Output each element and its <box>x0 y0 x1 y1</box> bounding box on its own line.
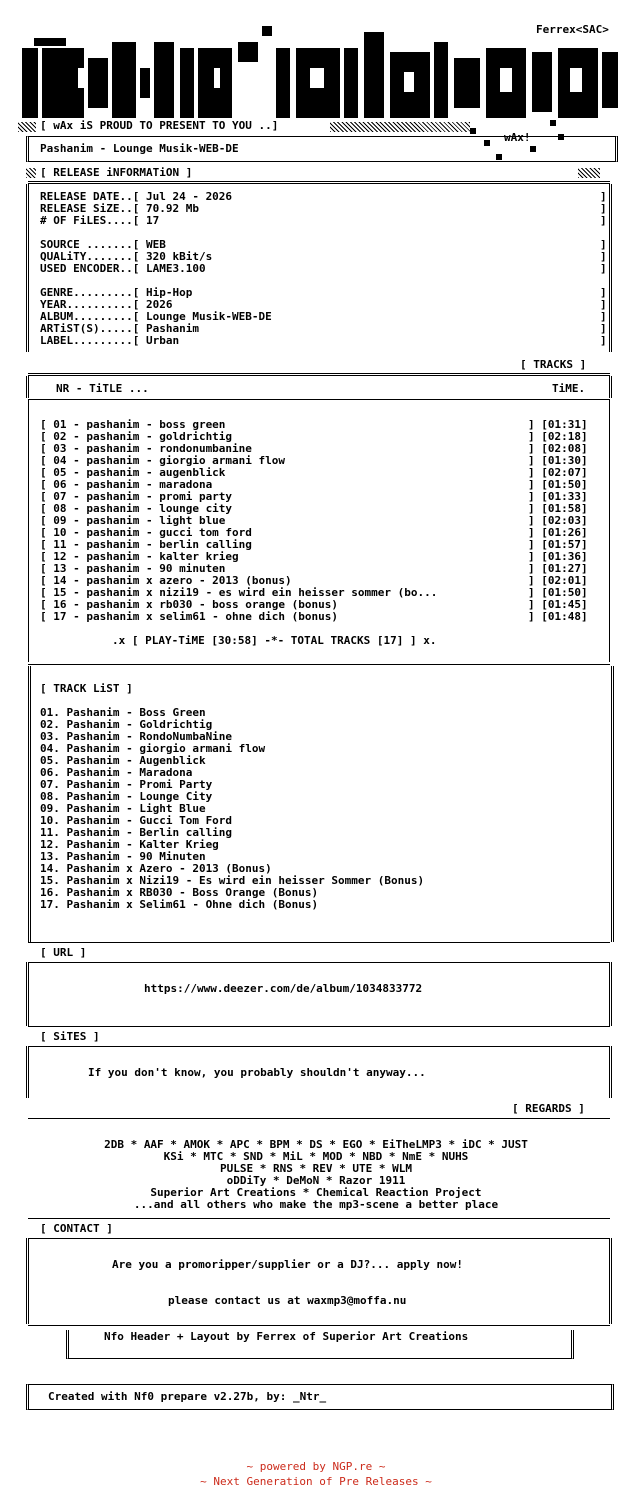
divider <box>28 664 610 665</box>
track-time: ] [01:36] <box>528 550 588 563</box>
release-info-line: RELEASE SiZE..[ 70.92 Mb ] <box>40 202 607 215</box>
tracklist-item: 15. Pashanim x Nizi19 - Es wird ein heisser Sommer (Bonus) <box>40 874 425 887</box>
track-title: [ 07 - pashanim - promi party <box>40 490 233 503</box>
track-time: ] [02:07] <box>528 466 588 479</box>
tracklist-title: [ TRACK LiST ] <box>40 682 133 695</box>
release-info-line: # OF FiLES....[ 17 ] <box>40 214 607 227</box>
release-info-line: LABEL.........[ Urban ] <box>40 334 607 347</box>
tracklist-item: 13. Pashanim - 90 Minuten <box>40 850 206 863</box>
tracklist-item: 07. Pashanim - Promi Party <box>40 778 213 791</box>
divider <box>28 942 610 943</box>
track-title: [ 17 - pashanim x selim61 - ohne dich (bonus) <box>40 610 339 623</box>
divider <box>28 1238 610 1239</box>
bracket-close: ] <box>600 214 607 227</box>
regards-line: PULSE * RNS * REV * UTE * WLM <box>219 1162 413 1175</box>
tracklist-item: 12. Pashanim - Kalter Krieg <box>40 838 219 851</box>
bracket-close: ] <box>600 310 607 323</box>
url-title: [ URL ] <box>40 946 87 959</box>
bracket-close: ] <box>600 322 607 335</box>
track-title: [ 12 - pashanim - kalter krieg <box>40 550 239 563</box>
tracklist-item: 03. Pashanim - RondoNumbaNine <box>40 730 233 743</box>
regards-line: oDDiTy * DeMoN * Razor 1911 <box>226 1174 406 1187</box>
group-tag: wAx! <box>504 131 531 144</box>
tracklist-item: 01. Pashanim - Boss Green <box>40 706 206 719</box>
track-title: [ 03 - pashanim - rondonumbanine <box>40 442 252 455</box>
track-title: [ 11 - pashanim - berlin calling <box>40 538 252 551</box>
ferrex-credit: Ferrex<SAC> <box>536 23 609 36</box>
release-info-line: RELEASE DATE..[ Jul 24 - 2026 ] <box>40 190 607 203</box>
contact-box <box>26 1238 612 1324</box>
tracklist-item: 11. Pashanim - Berlin calling <box>40 826 233 839</box>
bracket-close: ] <box>600 238 607 251</box>
track-time: ] [01:50] <box>528 478 588 491</box>
sites-title: [ SiTES ] <box>40 1030 100 1043</box>
contact-line-1: Are you a promoripper/supplier or a DJ?... apply now! <box>112 1258 463 1271</box>
track-time: ] [02:08] <box>528 442 588 455</box>
track-row <box>40 611 602 623</box>
hatch-decor <box>578 168 600 178</box>
tracklist-item: 06. Pashanim - Maradona <box>40 766 193 779</box>
hatch-decor <box>330 122 470 132</box>
regards-line: 2DB * AAF * AMOK * APC * BPM * DS * EGO * EiTheLMP3 * iDC * JUST <box>104 1138 528 1151</box>
regards-line: Superior Art Creations * Chemical Reaction Project <box>150 1186 482 1199</box>
tracklist-item: 08. Pashanim - Lounge City <box>40 790 213 803</box>
release-info-line: ALBUM.........[ Lounge Musik-WEB-DE ] <box>40 310 607 323</box>
release-name: Pashanim - Lounge Musik-WEB-DE <box>40 142 239 155</box>
regards-title: [ REGARDS ] <box>512 1102 585 1115</box>
intro-text: [ wAx iS PROUD TO PRESENT TO YOU ..] <box>40 119 279 132</box>
track-title: [ 05 - pashanim - augenblick <box>40 466 226 479</box>
bracket-close: ] <box>600 262 607 275</box>
release-info-line: QUALiTY.......[ 320 kBit/s ] <box>40 250 607 263</box>
tracks-list <box>40 419 602 623</box>
track-title: [ 16 - pashanim x rb030 - boss orange (bonus) <box>40 598 339 611</box>
track-title: [ 01 - pashanim - boss green <box>40 418 226 431</box>
sites-text: If you don't know, you probably shouldn't anyway... <box>88 1066 426 1079</box>
track-title: [ 10 - pashanim - gucci tom ford <box>40 526 252 539</box>
tracks-summary: .x [ PLAY-TiME [30:58] -*- TOTAL TRACKS [17] ] x. <box>112 634 437 647</box>
release-info-line: ARTiST(S).....[ Pashanim ] <box>40 322 607 335</box>
contact-title: [ CONTACT ] <box>40 1222 113 1235</box>
track-time: ] [01:58] <box>528 502 588 515</box>
tracklist-item: 09. Pashanim - Light Blue <box>40 802 206 815</box>
tracklist-item: 04. Pashanim - giorgio armani flow <box>40 742 266 755</box>
release-info-lines <box>40 191 606 347</box>
tracklist-item: 17. Pashanim x Selim61 - Ohne dich (Bonus) <box>40 898 319 911</box>
track-title: [ 04 - pashanim - giorgio armani flow <box>40 454 286 467</box>
hatch-decor <box>26 168 36 178</box>
track-time: ] [02:01] <box>528 574 588 587</box>
track-title: [ 14 - pashanim x azero - 2013 (bonus) <box>40 574 292 587</box>
tracks-header-time: TiME. <box>552 382 586 395</box>
release-info-line: USED ENCODER..[ LAME3.100 ] <box>40 262 607 275</box>
contact-line-2: please contact us at waxmp3@moffa.nu <box>168 1294 407 1307</box>
track-time: ] [01:45] <box>528 598 588 611</box>
divider <box>28 1026 610 1027</box>
track-title: [ 13 - pashanim - 90 minuten <box>40 562 226 575</box>
release-info-line: SOURCE .......[ WEB ] <box>40 238 607 251</box>
footer-powered-by[interactable]: ~ powered by NGP.re ~ <box>246 1460 386 1473</box>
created-with: Created with Nf0 prepare v2.27b, by: _Ntr_ <box>48 1390 327 1403</box>
bracket-close: ] <box>600 286 607 299</box>
hatch-decor <box>18 122 36 132</box>
ascii-logo <box>14 12 624 122</box>
track-title: [ 02 - pashanim - goldrichtig <box>40 430 233 443</box>
divider <box>28 1325 610 1326</box>
tracks-header-title: NR - TiTLE ... <box>56 382 149 395</box>
divider <box>28 1118 610 1119</box>
url-link[interactable]: https://www.deezer.com/de/album/1034833772 <box>144 982 423 995</box>
track-title: [ 15 - pashanim x nizi19 - es wird ein heisser sommer (bo... <box>40 586 438 599</box>
bracket-close: ] <box>600 334 607 347</box>
track-time: ] [01:31] <box>528 418 588 431</box>
track-time: ] [01:26] <box>528 526 588 539</box>
track-title: [ 06 - pashanim - maradona <box>40 478 213 491</box>
track-title: [ 09 - pashanim - light blue <box>40 514 226 527</box>
track-time: ] [01:27] <box>528 562 588 575</box>
track-time: ] [01:50] <box>528 586 588 599</box>
divider <box>28 1046 610 1047</box>
tracklist-items <box>40 707 424 911</box>
track-time: ] [01:33] <box>528 490 588 503</box>
footer-tagline: ~ Next Generation of Pre Releases ~ <box>200 1475 432 1488</box>
bracket-close: ] <box>600 298 607 311</box>
release-info-line: GENRE.........[ Hip-Hop ] <box>40 286 607 299</box>
track-time: ] [01:57] <box>528 538 588 551</box>
bracket-close: ] <box>600 190 607 203</box>
divider <box>28 962 610 963</box>
track-time: ] [02:03] <box>528 514 588 527</box>
release-info-line: YEAR..........[ 2026 ] <box>40 298 607 311</box>
regards-lines <box>0 1139 632 1211</box>
track-time: ] [01:48] <box>528 610 588 623</box>
layout-credit: Nfo Header + Layout by Ferrex of Superior Art Creations <box>104 1330 469 1343</box>
tracklist-item: 02. Pashanim - Goldrichtig <box>40 718 213 731</box>
divider <box>28 1218 610 1219</box>
regards-line: ...and all others who make the mp3-scene a better place <box>133 1198 499 1211</box>
tracklist-item: 14. Pashanim x Azero - 2013 (Bonus) <box>40 862 272 875</box>
bracket-close: ] <box>600 202 607 215</box>
track-time: ] [02:18] <box>528 430 588 443</box>
regards-line: KSi * MTC * SND * MiL * MOD * NBD * NmE * NUHS <box>163 1150 469 1163</box>
track-time: ] [01:30] <box>528 454 588 467</box>
tracklist-item: 05. Pashanim - Augenblick <box>40 754 206 767</box>
track-title: [ 08 - pashanim - lounge city <box>40 502 233 515</box>
tracklist-item: 16. Pashanim x RB030 - Boss Orange (Bonus) <box>40 886 319 899</box>
bracket-close: ] <box>600 250 607 263</box>
tracklist-item: 10. Pashanim - Gucci Tom Ford <box>40 814 233 827</box>
tracks-title: [ TRACKS ] <box>520 358 587 371</box>
release-info-title: [ RELEASE iNFORMATiON ] <box>40 166 193 179</box>
